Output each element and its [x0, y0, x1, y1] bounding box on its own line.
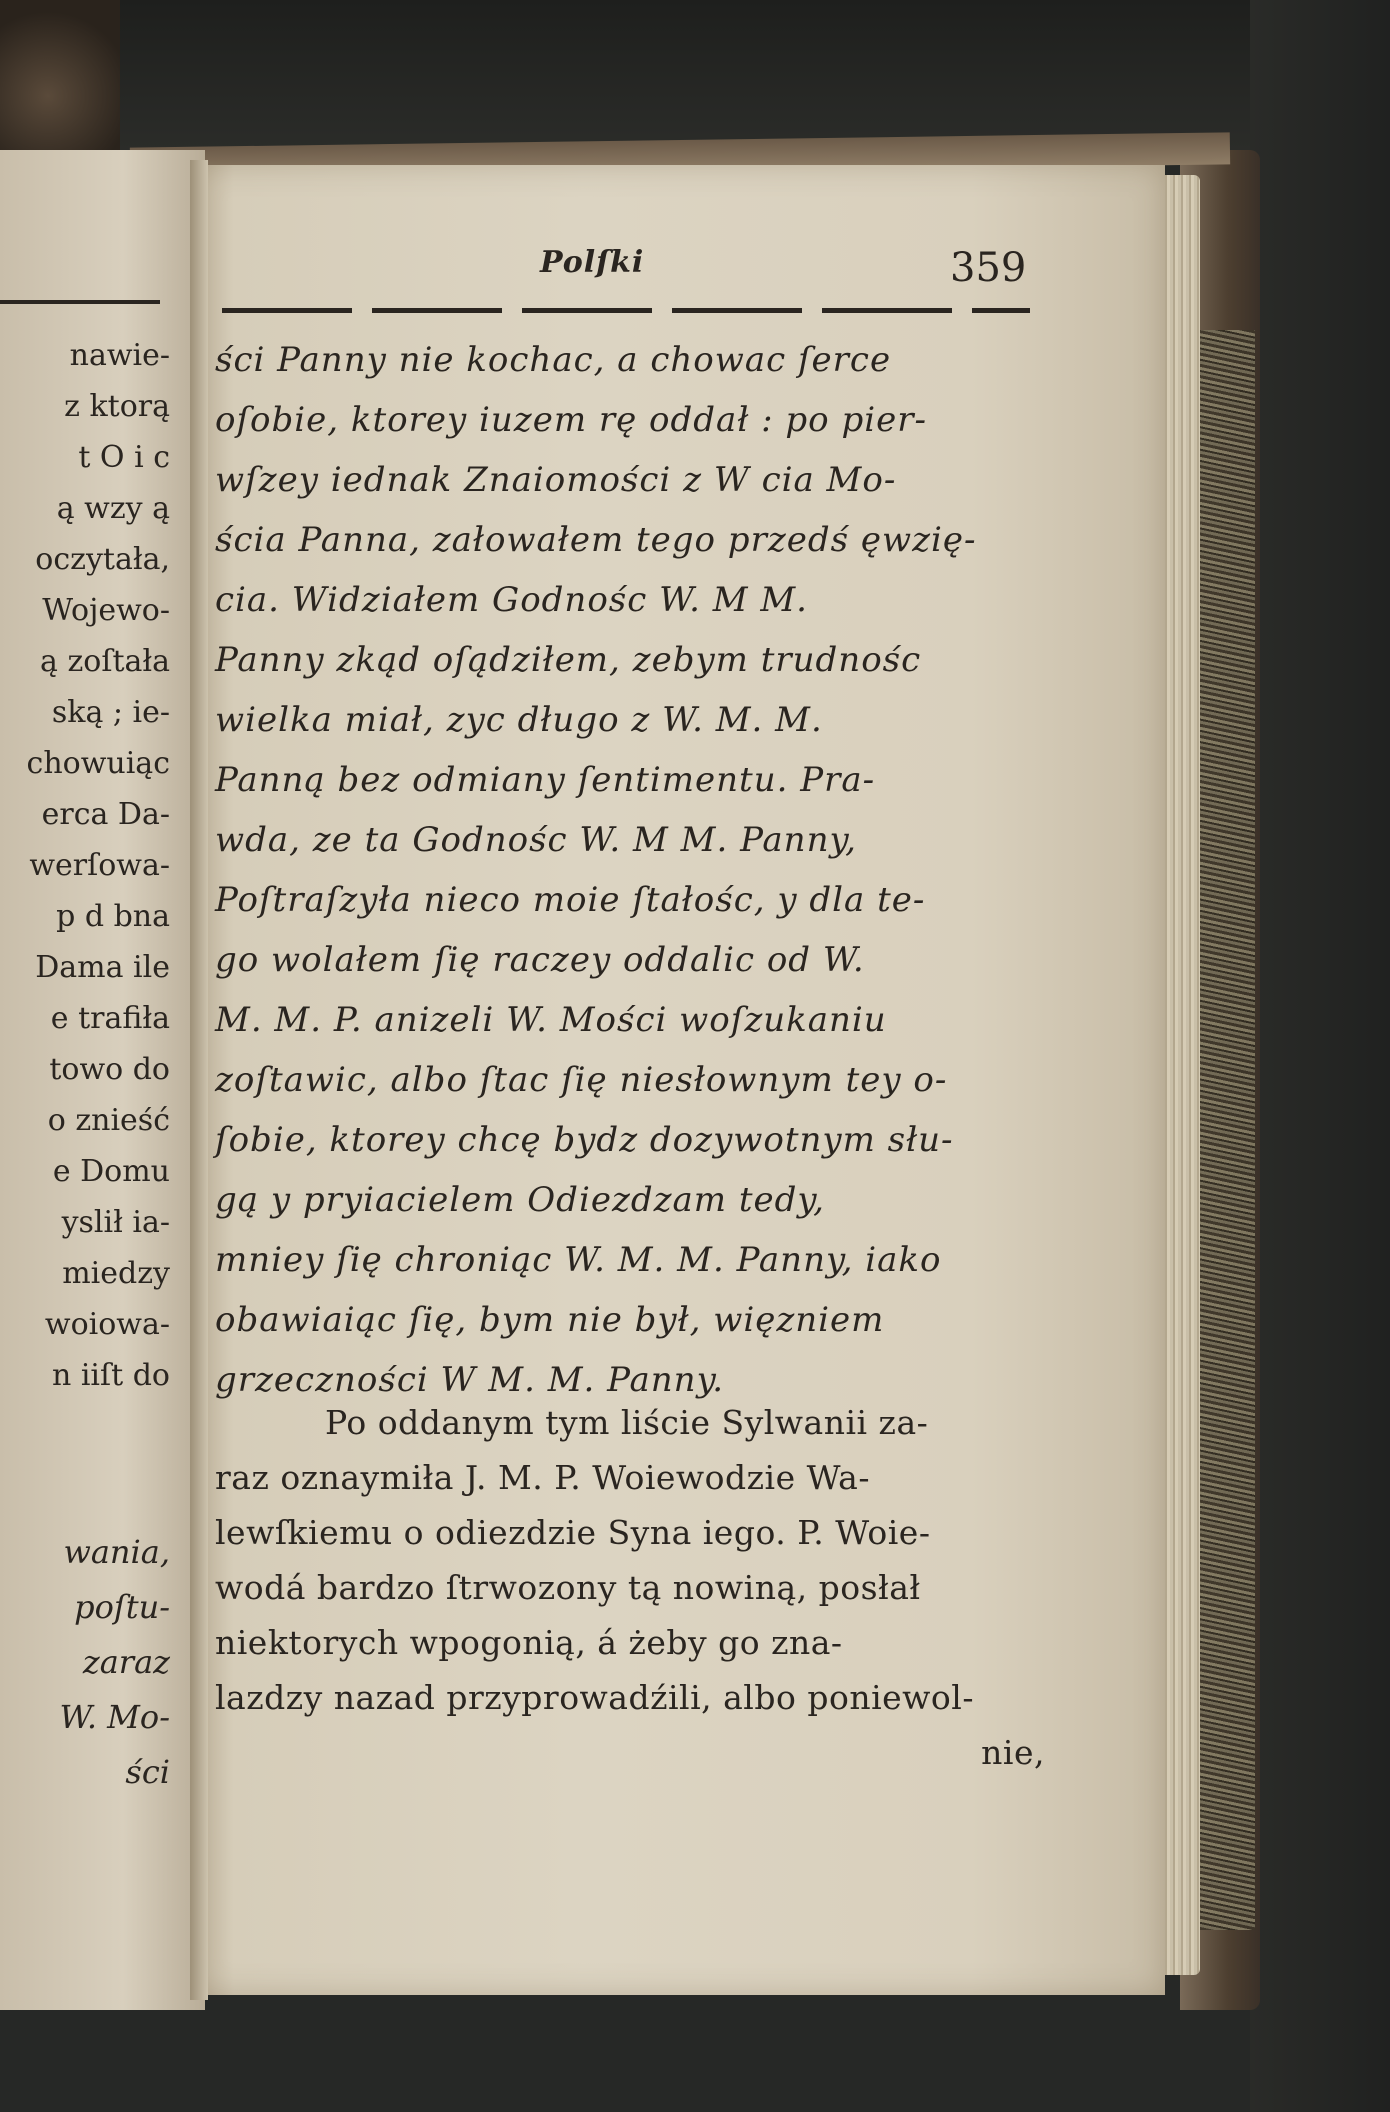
paragraph-line: wodá bardzo ſtrwozony tą nowiną, posłał [215, 1568, 921, 1607]
left-line: miedzy [62, 1256, 170, 1291]
header-rule [222, 308, 1030, 313]
left-page-text [0, 330, 170, 1401]
italic-line: Poſtraſzyła nieco moie ſtałośc, y dla te- [215, 880, 926, 920]
narrative-paragraph [215, 1395, 1045, 1780]
italic-line: obawiaiąc ſię, bym nie był, więzniem [215, 1300, 885, 1340]
marbled-edge [1200, 330, 1255, 1930]
running-head: Polſki [540, 245, 645, 280]
left-italic-line: zaraz [82, 1643, 170, 1681]
left-italic-line: W. Mo- [59, 1698, 170, 1736]
paragraph-line: lazdzy nazad przyprowadźili, albo poniewol- [215, 1678, 974, 1717]
left-italic-line: poſtu- [74, 1588, 170, 1626]
italic-line: grzeczności W M. M. Panny. [215, 1360, 725, 1400]
gutter [190, 160, 208, 2000]
italic-line: M. M. P. anizeli W. Mości woſzukaniu [215, 1000, 887, 1040]
italic-line: Panny zkąd oſądziłem, zebym trudnośc [215, 640, 922, 680]
background-top [0, 0, 1390, 150]
left-line: t O i c [78, 440, 170, 475]
left-line: yslił ia- [61, 1205, 170, 1240]
page-number: 359 [950, 245, 1027, 291]
italic-line: mniey ſię chroniąc W. M. M. Panny, iako [215, 1240, 942, 1280]
italic-line: wielka miał, zyc długo z W. M. M. [215, 700, 823, 740]
left-line: n iiſt do [51, 1358, 170, 1393]
paragraph-line: lewſkiemu o odiezdzie Syna iego. P. Woie- [215, 1513, 931, 1552]
italic-line: ſobie, ktorey chcę bydz dozywotnym słu- [215, 1120, 954, 1160]
paragraph-line: Po oddanym tym liście Sylwanii za- [325, 1403, 929, 1442]
left-line: ską ; ie- [51, 695, 170, 730]
italic-line: gą y pryiacielem Odiezdzam tedy, [215, 1180, 825, 1220]
left-line: chowuiąc [26, 746, 170, 781]
italic-line: ścia Panna, załowałem tego przedś ęwzię- [215, 520, 977, 560]
italic-line: wſzey iednak Znaiomości z W cia Mo- [215, 460, 897, 500]
left-line: ą wzy ą [56, 491, 170, 526]
left-line: z ktorą [64, 389, 170, 424]
background-right [1250, 0, 1390, 2112]
left-italic-line: ści [125, 1753, 170, 1791]
italic-line: zoſtawic, albo ſtac ſię niesłownym tey o- [215, 1060, 948, 1100]
italic-line: oſobie, ktorey iuzem rę oddał : po pier- [215, 400, 927, 440]
italic-line: cia. Widziałem Godnośc W. M M. [215, 580, 808, 620]
paragraph-line: raz oznaymiła J. M. P. Woiewodzie Wa- [215, 1458, 870, 1497]
left-line: e trafiła [50, 1001, 170, 1036]
left-line: woiowa- [44, 1307, 170, 1342]
left-line: p d bna [56, 899, 170, 934]
italic-line: ści Panny nie kochac, a chowac ſerce [215, 340, 892, 380]
letter-text [215, 330, 1045, 1410]
left-line: erca Da- [41, 797, 170, 832]
left-line: ą zoſtała [40, 644, 170, 679]
left-page-italic-text [0, 1525, 170, 1800]
left-line: Wojewo- [42, 593, 170, 628]
italic-line: Panną bez odmiany ſentimentu. Pra- [215, 760, 876, 800]
left-line: oczytała, [35, 542, 170, 577]
left-line: towo do [49, 1052, 170, 1087]
left-italic-line: wania, [63, 1533, 170, 1571]
left-header-rule [0, 300, 160, 304]
left-line: nawie- [69, 338, 170, 373]
left-line: Dama ile [35, 950, 170, 985]
italic-line: wda, ze ta Godnośc W. M M. Panny, [215, 820, 857, 860]
spine-corner [0, 0, 120, 160]
left-line: e Domu [52, 1154, 170, 1189]
paragraph-line: niektorych wpogonią, á żeby go zna- [215, 1623, 843, 1662]
italic-line: go wolałem ſię raczey oddalic od W. [215, 940, 865, 980]
left-line: werſowa- [29, 848, 170, 883]
catchword: nie, [981, 1733, 1045, 1772]
left-line: o znieść [47, 1103, 170, 1138]
